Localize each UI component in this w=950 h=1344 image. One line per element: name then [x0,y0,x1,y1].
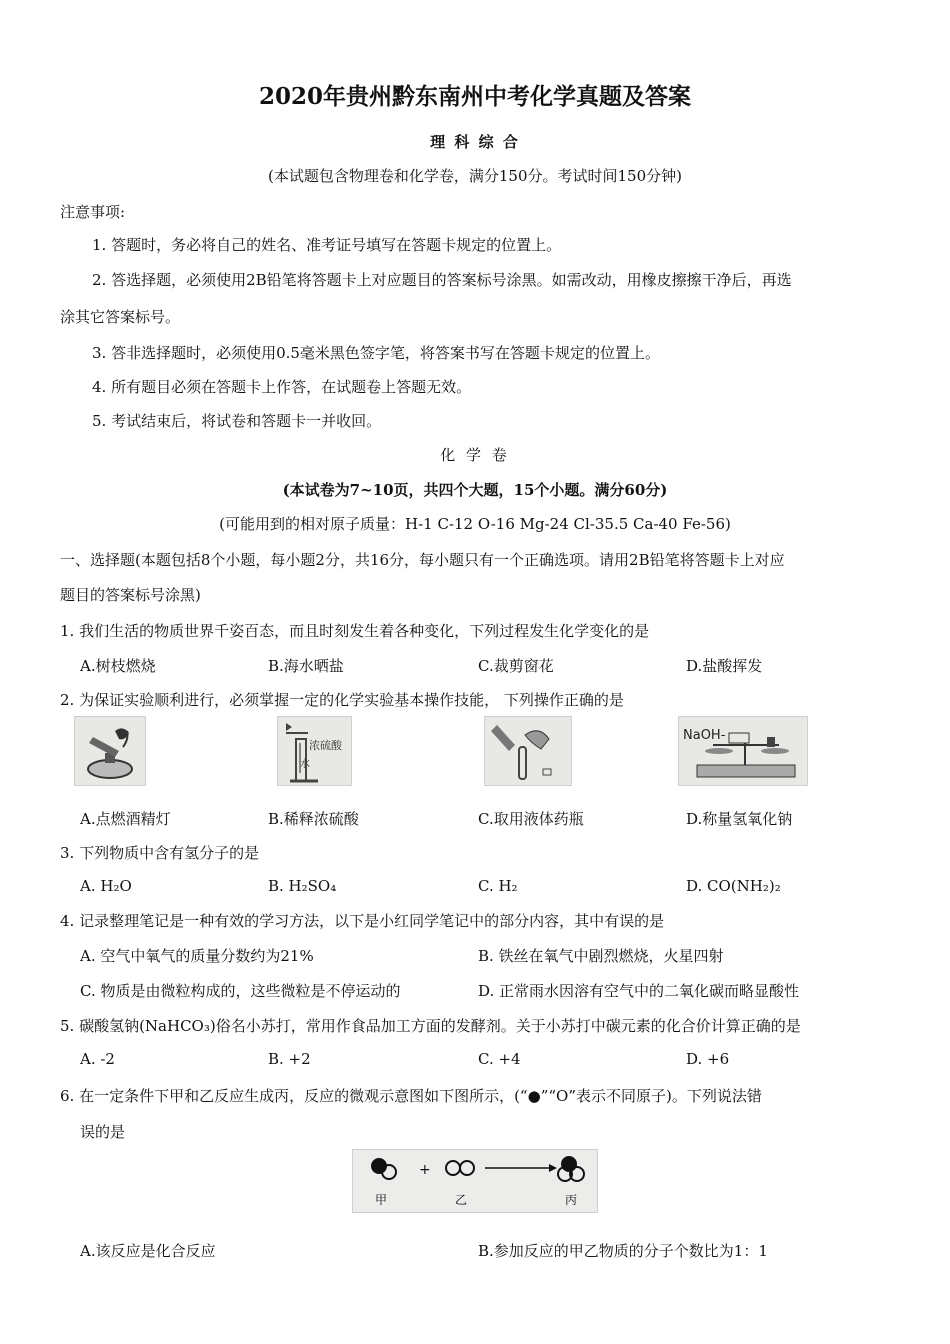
notes-heading: 注意事项: [60,203,126,221]
note-item: 1. 答题时，务必将自己的姓名、准考证号填写在答题卡规定的位置上。 [92,236,562,254]
q4-option-c: C. 物质是由微粒构成的，这些微粒是不停运动的 [80,982,401,1000]
q5-option-b: B. +2 [268,1050,311,1068]
q2-option-b: B.稀释浓硫酸 [268,810,359,828]
q1-option-c: C.裁剪窗花 [478,657,554,675]
page-title: 2020年贵州黔东南州中考化学真题及答案 [258,83,691,110]
label-yi: 乙 [455,1193,468,1207]
plus-sign: + [419,1162,431,1178]
part1-instructions: 一、选择题(本题包括8个小题，每小题2分，共16分，每小题只有一个正确选项。请用2B铅笔将答题卡上对应 [60,551,785,569]
q1-option-d: D.盐酸挥发 [686,657,763,675]
q5-stem: 5. 碳酸氢钠(NaHCO₃)俗名小苏打，常用作食品加工方面的发酵剂。关于小苏打中碳元素的化合价计算正确的是 [60,1017,801,1035]
q5-option-c: C. +4 [478,1050,521,1068]
weigh-naoh-image [678,716,808,786]
label-jia: 甲 [375,1193,388,1207]
q6-stem: 误的是 [80,1123,126,1141]
reaction-diagram [352,1149,598,1213]
q4-option-b: B. 铁丝在氧气中剧烈燃烧，火星四射 [478,947,724,965]
q5-option-d: D. +6 [686,1050,730,1068]
atomic-masses: (可能用到的相对原子质量：H-1 C-12 O-16 Mg-24 Cl-35.5 Ca-40 Fe-56) [219,515,731,533]
q2-option-c: C.取用液体药瓶 [478,810,584,828]
q1-option-a: A.树枝燃烧 [80,657,156,675]
note-item: 2. 答选择题，必须使用2B铅笔将答题卡上对应题目的答案标号涂黑。如需改动，用橡皮擦擦干净后，再选 [92,271,792,289]
q2-stem: 2. 为保证实验顺利进行，必须掌握一定的化学实验基本操作技能， 下列操作正确的是 [60,691,624,709]
q3-stem: 3. 下列物质中含有氢分子的是 [60,844,260,862]
q3-option-c: C. H₂ [478,877,518,895]
water-label: 水 [300,759,310,770]
q1-stem: 1. 我们生活的物质世界千姿百态，而且时刻发生着各种变化，下列过程发生化学变化的是 [60,622,650,640]
q3-option-d: D. CO(NH₂)₂ [686,877,781,895]
alcohol-lamp-image [74,716,146,786]
naoh-label: NaOH- [683,728,726,743]
note-item: 5. 考试结束后，将试卷和答题卡一并收回。 [92,412,382,430]
q4-stem: 4. 记录整理笔记是一种有效的学习方法，以下是小红同学笔记中的部分内容，其中有误的是 [60,912,665,930]
q2-option-d: D.称量氢氧化钠 [686,810,793,828]
note-item: 涂其它答案标号。 [60,308,181,326]
section-info: (本试卷为7~10页，共四个大题，15个小题。满分60分) [282,481,668,499]
dilute-acid-image [277,716,352,786]
note-item: 3. 答非选择题时，必须使用0.5毫米黑色签字笔，将答案书写在答题卡规定的位置上。 [92,344,660,362]
label-bing: 丙 [565,1193,578,1207]
subtitle: 理 科 综 合 [430,133,520,151]
section-title: 化 学 卷 [440,446,510,464]
q3-option-b: B. H₂SO₄ [268,877,337,895]
q1-option-b: B.海水晒盐 [268,657,344,675]
liquid-drug-image [484,716,572,786]
q4-option-a: A. 空气中氧气的质量分数约为21% [80,947,314,965]
note-item: 4. 所有题目必须在答题卡上作答，在试题卷上答题无效。 [92,378,472,396]
acid-label: 浓硫酸 [309,739,342,752]
part1-instructions: 题目的答案标号涂黑) [60,586,201,604]
intro: (本试题包含物理卷和化学卷，满分150分。考试时间150分钟) [268,167,682,185]
q6-stem: 6. 在一定条件下甲和乙反应生成丙，反应的微观示意图如下图所示，(“●”“O”表示不同原子)。下列说法错 [60,1087,762,1105]
q6-option-b: B.参加反应的甲乙物质的分子个数比为1：1 [478,1242,768,1260]
q5-option-a: A. -2 [80,1050,115,1068]
q2-option-a: A.点燃酒精灯 [80,810,171,828]
q6-option-a: A.该反应是化合反应 [80,1242,216,1260]
q4-option-d: D. 正常雨水因溶有空气中的二氧化碳而略显酸性 [478,982,800,1000]
q3-option-a: A. H₂O [80,877,132,895]
